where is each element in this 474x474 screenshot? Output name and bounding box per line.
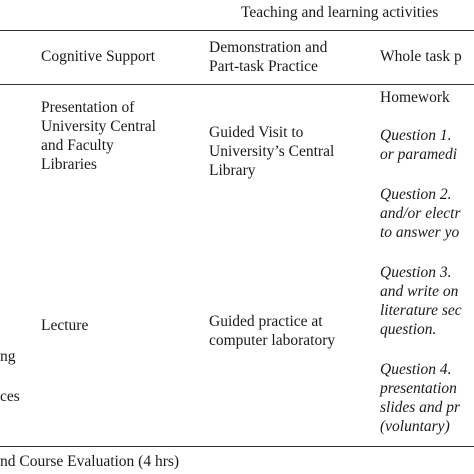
cell-cognitive-row1 bbox=[41, 98, 156, 174]
question-line: Question 2. bbox=[380, 186, 452, 203]
homework-label: Homework bbox=[380, 89, 450, 106]
question-line: to answer yo bbox=[380, 224, 460, 241]
header-top-rule bbox=[0, 30, 474, 31]
cell-line: Libraries bbox=[41, 156, 97, 173]
question-line: or paramedi bbox=[380, 146, 458, 163]
left-stub-text-1: ng bbox=[0, 348, 16, 365]
cell-line: Guided practice at bbox=[209, 313, 323, 330]
cell-line: computer laboratory bbox=[209, 332, 336, 349]
col-header-demonstration-line2: Part-task Practice bbox=[209, 58, 318, 75]
question-line: Question 1. bbox=[380, 127, 452, 144]
col-header-cognitive-support: Cognitive Support bbox=[41, 48, 156, 65]
question-3 bbox=[380, 263, 462, 339]
cell-demo-row1 bbox=[209, 123, 334, 180]
cell-line: University’s Central bbox=[209, 143, 335, 160]
col-header-whole-task: Whole task p bbox=[380, 48, 462, 65]
question-line: (voluntary) bbox=[380, 418, 450, 435]
question-4 bbox=[380, 360, 460, 436]
col-header-demonstration bbox=[209, 38, 327, 76]
question-line: question. bbox=[380, 321, 437, 338]
cell-line: Presentation of bbox=[41, 99, 135, 116]
question-line: Question 4. bbox=[380, 361, 452, 378]
cell-line: Guided Visit to bbox=[209, 124, 304, 141]
body-bottom-rule bbox=[0, 446, 474, 447]
header-bottom-rule bbox=[0, 84, 474, 85]
cell-line: University Central bbox=[41, 118, 156, 135]
question-1 bbox=[380, 126, 457, 164]
question-line: literature sec bbox=[380, 302, 462, 319]
cell-line: and Faculty bbox=[41, 137, 114, 154]
col-header-demonstration-line1: Demonstration and bbox=[209, 39, 328, 56]
cell-demo-row2 bbox=[209, 312, 335, 350]
question-2 bbox=[380, 185, 461, 242]
left-stub-text-2: ces bbox=[0, 388, 20, 405]
cell-line: Library bbox=[209, 162, 256, 179]
question-line: presentation bbox=[380, 380, 457, 397]
group-header: Teaching and learning activities bbox=[241, 4, 439, 21]
question-line: slides and pr bbox=[380, 399, 461, 416]
footer-course-evaluation: nd Course Evaluation (4 hrs) bbox=[0, 453, 180, 470]
cell-cognitive-row2: Lecture bbox=[41, 317, 89, 334]
question-line: and/or electr bbox=[380, 205, 461, 222]
question-line: Question 3. bbox=[380, 264, 452, 281]
question-line: and write on bbox=[380, 283, 459, 300]
